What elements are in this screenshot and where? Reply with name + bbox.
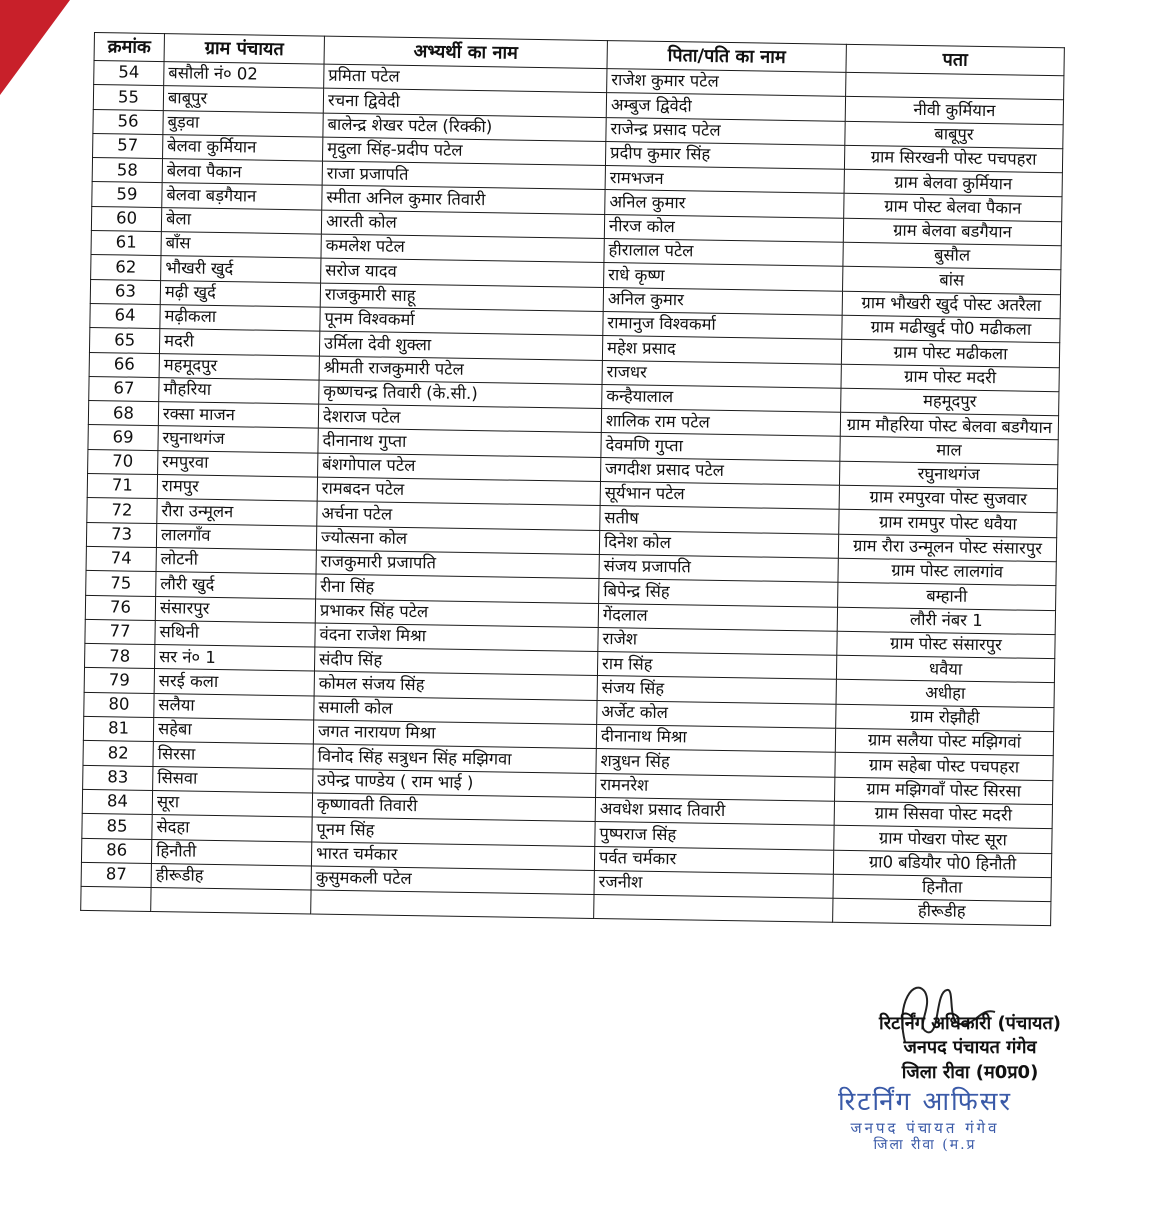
candidate-table xyxy=(80,32,1065,927)
father-husband-name-cell: राम सिंह xyxy=(597,652,836,680)
serial-cell: 68 xyxy=(88,401,158,426)
address-cell: बुसौल xyxy=(843,242,1061,270)
address-cell: लौरी नंबर 1 xyxy=(837,607,1055,635)
gram-panchayat-cell: मदरी xyxy=(159,329,319,356)
father-husband-name-cell: सूर्यभान पटेल xyxy=(600,482,839,510)
stamp-office: जनपद पंचायत गंगेव xyxy=(850,1118,1000,1137)
gram-panchayat-cell: रक्सा माजन xyxy=(158,402,318,429)
candidate-name-cell: राजा प्रजापति xyxy=(322,161,605,190)
gram-panchayat-cell: संसारपुर xyxy=(155,596,315,623)
gram-panchayat-cell: भौखरी खुर्द xyxy=(161,256,321,283)
father-husband-name-cell: बिपेन्द्र सिंह xyxy=(599,579,838,607)
address-cell: बांस xyxy=(843,267,1061,295)
serial-cell: 78 xyxy=(85,644,155,669)
candidate-name-cell: देशराज पटेल xyxy=(318,404,601,433)
gram-panchayat-cell: हिनौती xyxy=(151,839,311,866)
father-husband-name-cell: रामानुज विश्वकर्मा xyxy=(603,312,842,340)
candidate-name-cell: जगत नारायण मिश्रा xyxy=(313,720,596,749)
serial-cell: 55 xyxy=(93,85,163,110)
candidate-name-cell: समाली कोल xyxy=(314,696,597,725)
candidate-name-cell: मृदुला सिंह-प्रदीप पटेल xyxy=(322,137,605,166)
candidate-name-cell: कृष्णचन्द्र तिवारी (के.सी.) xyxy=(319,380,602,409)
father-husband-name-cell: संजय प्रजापति xyxy=(599,554,838,582)
serial-cell: 64 xyxy=(90,303,160,328)
candidate-name-cell: सरोज यादव xyxy=(321,258,604,287)
father-husband-name-cell: दिनेश कोल xyxy=(599,530,838,558)
serial-cell: 60 xyxy=(91,206,161,231)
serial-cell: 81 xyxy=(83,716,153,741)
serial-cell: 54 xyxy=(94,61,164,86)
father-husband-name-cell: अनिल कुमार xyxy=(603,287,842,315)
gram-panchayat-cell: सहेबा xyxy=(153,718,313,745)
serial-cell: 85 xyxy=(82,814,152,839)
address-cell: महमूदपुर xyxy=(841,388,1059,416)
red-corner-mark xyxy=(0,0,70,95)
serial-cell: 82 xyxy=(83,741,153,766)
serial-cell: 73 xyxy=(86,522,156,547)
candidate-name-cell: रचना द्विवेदी xyxy=(323,88,606,117)
father-husband-name-cell: रजनीश xyxy=(594,870,833,898)
gram-panchayat-cell: लौरी खुर्द xyxy=(156,572,316,599)
address-cell: ग्राम मढीखुर्द पो0 मढीकला xyxy=(842,315,1060,343)
signature-title: रिटर्निंग अधिकारी (पंचायत) xyxy=(879,1013,1061,1034)
candidate-name-cell: कोमल संजय सिंह xyxy=(314,671,597,700)
gram-panchayat-cell: सूरा xyxy=(152,790,312,817)
serial-cell: 74 xyxy=(86,546,156,571)
serial-cell: 61 xyxy=(91,231,161,256)
header-gram-panchayat: ग्राम पंचायत xyxy=(164,34,324,65)
gram-panchayat-cell: बेलवा पैकान xyxy=(162,159,322,186)
serial-cell: 67 xyxy=(89,376,159,401)
candidate-name-cell: प्रमिता पटेल xyxy=(324,64,607,93)
candidate-name-cell: रीना सिंह xyxy=(316,574,599,603)
father-husband-name-cell: रामनरेश xyxy=(596,773,835,801)
father-husband-name-cell: राधे कृष्ण xyxy=(604,263,843,291)
serial-cell: 86 xyxy=(81,838,151,863)
father-husband-name-cell: शालिक राम पटेल xyxy=(601,409,840,437)
candidate-name-cell: बालेन्द्र शेखर पटेल (रिक्की) xyxy=(323,113,606,142)
serial-cell: 79 xyxy=(84,668,154,693)
address-cell: ग्राम बेलवा बडगैयान xyxy=(843,218,1061,246)
address-cell: ग्राम पोस्ट मदरी xyxy=(841,364,1059,392)
serial-cell: 72 xyxy=(87,498,157,523)
gram-panchayat-cell: लालगाँव xyxy=(156,523,316,550)
gram-panchayat-cell xyxy=(151,888,311,915)
address-cell: नीवी कुर्मियान xyxy=(845,97,1063,125)
gram-panchayat-cell: सिरसा xyxy=(153,742,313,769)
serial-cell: 59 xyxy=(92,182,162,207)
father-husband-name-cell: प्रदीप कुमार सिंह xyxy=(605,141,844,169)
gram-panchayat-cell: सलैया xyxy=(154,693,314,720)
father-husband-name-cell: राजेश कुमार पटेल xyxy=(607,69,846,97)
candidate-name-cell: उर्मिला देवी शुक्ला xyxy=(319,331,602,360)
gram-panchayat-cell: सरई कला xyxy=(154,669,314,696)
candidate-name-cell: वंदना राजेश मिश्रा xyxy=(315,623,598,652)
gram-panchayat-cell: बेलवा कुर्मियान xyxy=(163,134,323,161)
serial-cell: 58 xyxy=(92,158,162,183)
header-candidate-name: अभ्यर्थी का नाम xyxy=(324,36,607,68)
gram-panchayat-cell: रमपुरवा xyxy=(158,450,318,477)
father-husband-name-cell: राजेश xyxy=(598,627,837,655)
address-cell: ग्राम रामपुर पोस्ट धवैया xyxy=(839,510,1057,538)
address-cell: ग्राम बेलवा कुर्मियान xyxy=(844,169,1062,197)
candidate-name-cell: बंशगोपाल पटेल xyxy=(318,453,601,482)
serial-cell: 71 xyxy=(87,474,157,499)
signature-office: जनपद पंचायत गंगेव xyxy=(903,1037,1037,1059)
gram-panchayat-cell: सेदहा xyxy=(152,815,312,842)
stamp-title: रिटर्निंग आफिसर xyxy=(837,1087,1013,1117)
address-cell: ग्राम मझिगवाँ पोस्ट सिरसा xyxy=(835,777,1053,805)
serial-cell: 57 xyxy=(93,133,163,158)
father-husband-name-cell: पुष्पराज सिंह xyxy=(595,822,834,850)
father-husband-name-cell: महेश प्रसाद xyxy=(602,336,841,364)
candidate-name-cell: संदीप सिंह xyxy=(314,647,597,676)
father-husband-name-cell: गेंदलाल xyxy=(598,603,837,631)
address-cell: ग्राम सहेबा पोस्ट पचपहरा xyxy=(835,753,1053,781)
gram-panchayat-cell: बेलवा बड़गैयान xyxy=(162,183,322,210)
father-husband-name-cell: अम्बुज द्विवेदी xyxy=(606,93,845,121)
address-cell: ग्राम भौखरी खुर्द पोस्ट अतरैला xyxy=(842,291,1060,319)
gram-panchayat-cell: लोटनी xyxy=(156,547,316,574)
candidate-name-cell: अर्चना पटेल xyxy=(317,501,600,530)
father-husband-name-cell xyxy=(594,895,833,923)
serial-cell xyxy=(81,886,151,911)
gram-panchayat-cell: बाबूपुर xyxy=(163,86,323,113)
father-husband-name-cell: जगदीश प्रसाद पटेल xyxy=(601,457,840,485)
address-cell: हिनौता xyxy=(833,874,1051,902)
serial-cell: 83 xyxy=(83,765,153,790)
candidate-name-cell xyxy=(311,890,594,919)
father-husband-name-cell: अर्जेट कोल xyxy=(597,700,836,728)
signature-district: जिला रीवा (म0प्र0) xyxy=(901,1061,1039,1083)
father-husband-name-cell: सतीष xyxy=(600,506,839,534)
candidate-name-cell: भारत चर्मकार xyxy=(311,842,594,871)
address-cell: ग्राम रौरा उन्मूलन पोस्ट संसारपुर xyxy=(838,534,1056,562)
table-body xyxy=(81,61,1064,927)
candidate-name-cell: कुसुमकली पटेल xyxy=(311,866,594,895)
father-husband-name-cell: राजेन्द्र प्रसाद पटेल xyxy=(606,117,845,145)
gram-panchayat-cell: सर नं० 1 xyxy=(155,645,315,672)
serial-cell: 84 xyxy=(82,789,152,814)
address-cell: हीरूडीह xyxy=(833,898,1051,926)
address-cell: ग्राम पोस्ट मढीकला xyxy=(841,340,1059,368)
candidate-name-cell: राजकुमारी साहू xyxy=(320,283,603,312)
address-cell: ग्राम सलैया पोस्ट मझिगवां xyxy=(835,728,1053,756)
father-husband-name-cell: हीरालाल पटेल xyxy=(604,239,843,267)
father-husband-name-cell: नीरज कोल xyxy=(604,214,843,242)
serial-cell: 56 xyxy=(93,109,163,134)
father-husband-name-cell: देवमणि गुप्ता xyxy=(601,433,840,461)
gram-panchayat-cell: मढ़ीकला xyxy=(160,305,320,332)
header-father-husband-name: पिता/पति का नाम xyxy=(607,41,846,73)
address-cell: माल xyxy=(840,437,1058,465)
gram-panchayat-cell: रौरा उन्मूलन xyxy=(157,499,317,526)
father-husband-name-cell: संजय सिंह xyxy=(597,676,836,704)
address-cell: ग्राम पोस्ट लालगांव xyxy=(838,558,1056,586)
candidate-name-cell: आरती कोल xyxy=(321,210,604,239)
address-cell: ग्राम सिरखनी पोस्ट पचपहरा xyxy=(844,145,1062,173)
serial-cell: 70 xyxy=(88,449,158,474)
candidate-name-cell: राजकुमारी प्रजापति xyxy=(316,550,599,579)
father-husband-name-cell: अनिल कुमार xyxy=(605,190,844,218)
gram-panchayat-cell: महमूदपुर xyxy=(159,353,319,380)
serial-cell: 80 xyxy=(84,692,154,717)
father-husband-name-cell: रामभजन xyxy=(605,166,844,194)
gram-panchayat-cell: रघुनाथगंज xyxy=(158,426,318,453)
address-cell: ग्राम पोखरा पोस्ट सूरा xyxy=(834,825,1052,853)
candidate-name-cell: ज्योत्सना कोल xyxy=(316,526,599,555)
gram-panchayat-cell: बेला xyxy=(161,207,321,234)
serial-cell: 62 xyxy=(91,255,161,280)
candidate-name-cell: विनोद सिंह सत्रुधन सिंह मझिगवा xyxy=(313,744,596,773)
candidate-name-cell: स्मीता अनिल कुमार तिवारी xyxy=(322,186,605,215)
gram-panchayat-cell: मढ़ी खुर्द xyxy=(160,280,320,307)
serial-cell: 77 xyxy=(85,619,155,644)
address-cell: ग्राम रमपुरवा पोस्ट सुजवार xyxy=(839,485,1057,513)
father-husband-name-cell: कन्हैयालाल xyxy=(602,384,841,412)
gram-panchayat-cell: बाँस xyxy=(161,232,321,259)
candidate-name-cell: दीनानाथ गुप्ता xyxy=(318,429,601,458)
candidate-name-cell: पूनम सिंह xyxy=(312,817,595,846)
serial-cell: 76 xyxy=(85,595,155,620)
address-cell: ग्राम पोस्ट संसारपुर xyxy=(837,631,1055,659)
address-cell: बाबूपुर xyxy=(845,121,1063,149)
candidate-name-cell: श्रीमती राजकुमारी पटेल xyxy=(319,356,602,385)
candidate-name-cell: उपेन्द्र पाण्डेय ( राम भाई ) xyxy=(313,769,596,798)
address-cell: अधीहा xyxy=(836,680,1054,708)
address-cell: धवैया xyxy=(836,655,1054,683)
candidate-name-cell: रामबदन पटेल xyxy=(317,477,600,506)
candidate-name-cell: प्रभाकर सिंह पटेल xyxy=(315,599,598,628)
address-cell: रघुनाथगंज xyxy=(839,461,1057,489)
candidate-name-cell: पूनम विश्वकर्मा xyxy=(320,307,603,336)
serial-cell: 63 xyxy=(90,279,160,304)
serial-cell: 65 xyxy=(89,328,159,353)
gram-panchayat-cell: बुड़वा xyxy=(163,110,323,137)
serial-cell: 75 xyxy=(86,571,156,596)
serial-cell: 87 xyxy=(81,862,151,887)
gram-panchayat-cell: बसौली नं० 02 xyxy=(164,62,324,89)
address-cell: ग्रा0 बडियौर पो0 हिनौती xyxy=(833,850,1051,878)
stamp-district: जिला रीवा (म.प्र xyxy=(873,1137,977,1154)
signature-block xyxy=(820,1012,1120,1085)
document-sheet xyxy=(80,32,1065,927)
candidate-name-cell: कृष्णावती तिवारी xyxy=(312,793,595,822)
official-stamp xyxy=(800,1086,1050,1155)
header-address: पता xyxy=(846,44,1064,75)
candidate-name-cell: कमलेश पटेल xyxy=(321,234,604,263)
address-cell xyxy=(846,72,1064,100)
gram-panchayat-cell: रामपुर xyxy=(157,475,317,502)
serial-cell: 69 xyxy=(88,425,158,450)
address-cell: ग्राम सिसवा पोस्ट मदरी xyxy=(834,801,1052,829)
father-husband-name-cell: दीनानाथ मिश्रा xyxy=(596,724,835,752)
address-cell: ग्राम रोझौही xyxy=(836,704,1054,732)
address-cell: बम्हानी xyxy=(838,582,1056,610)
address-cell: ग्राम मौहरिया पोस्ट बेलवा बडगैयान xyxy=(840,412,1058,440)
father-husband-name-cell: राजधर xyxy=(602,360,841,388)
header-serial: क्रमांक xyxy=(94,33,164,62)
address-cell: ग्राम पोस्ट बेलवा पैकान xyxy=(844,194,1062,222)
gram-panchayat-cell: मौहरिया xyxy=(159,377,319,404)
gram-panchayat-cell: सथिनी xyxy=(155,620,315,647)
gram-panchayat-cell: हीरूडीह xyxy=(151,863,311,890)
gram-panchayat-cell: सिसवा xyxy=(153,766,313,793)
father-husband-name-cell: शत्रुधन सिंह xyxy=(596,749,835,777)
father-husband-name-cell: अवधेश प्रसाद तिवारी xyxy=(595,797,834,825)
serial-cell: 66 xyxy=(89,352,159,377)
father-husband-name-cell: पर्वत चर्मकार xyxy=(594,846,833,874)
